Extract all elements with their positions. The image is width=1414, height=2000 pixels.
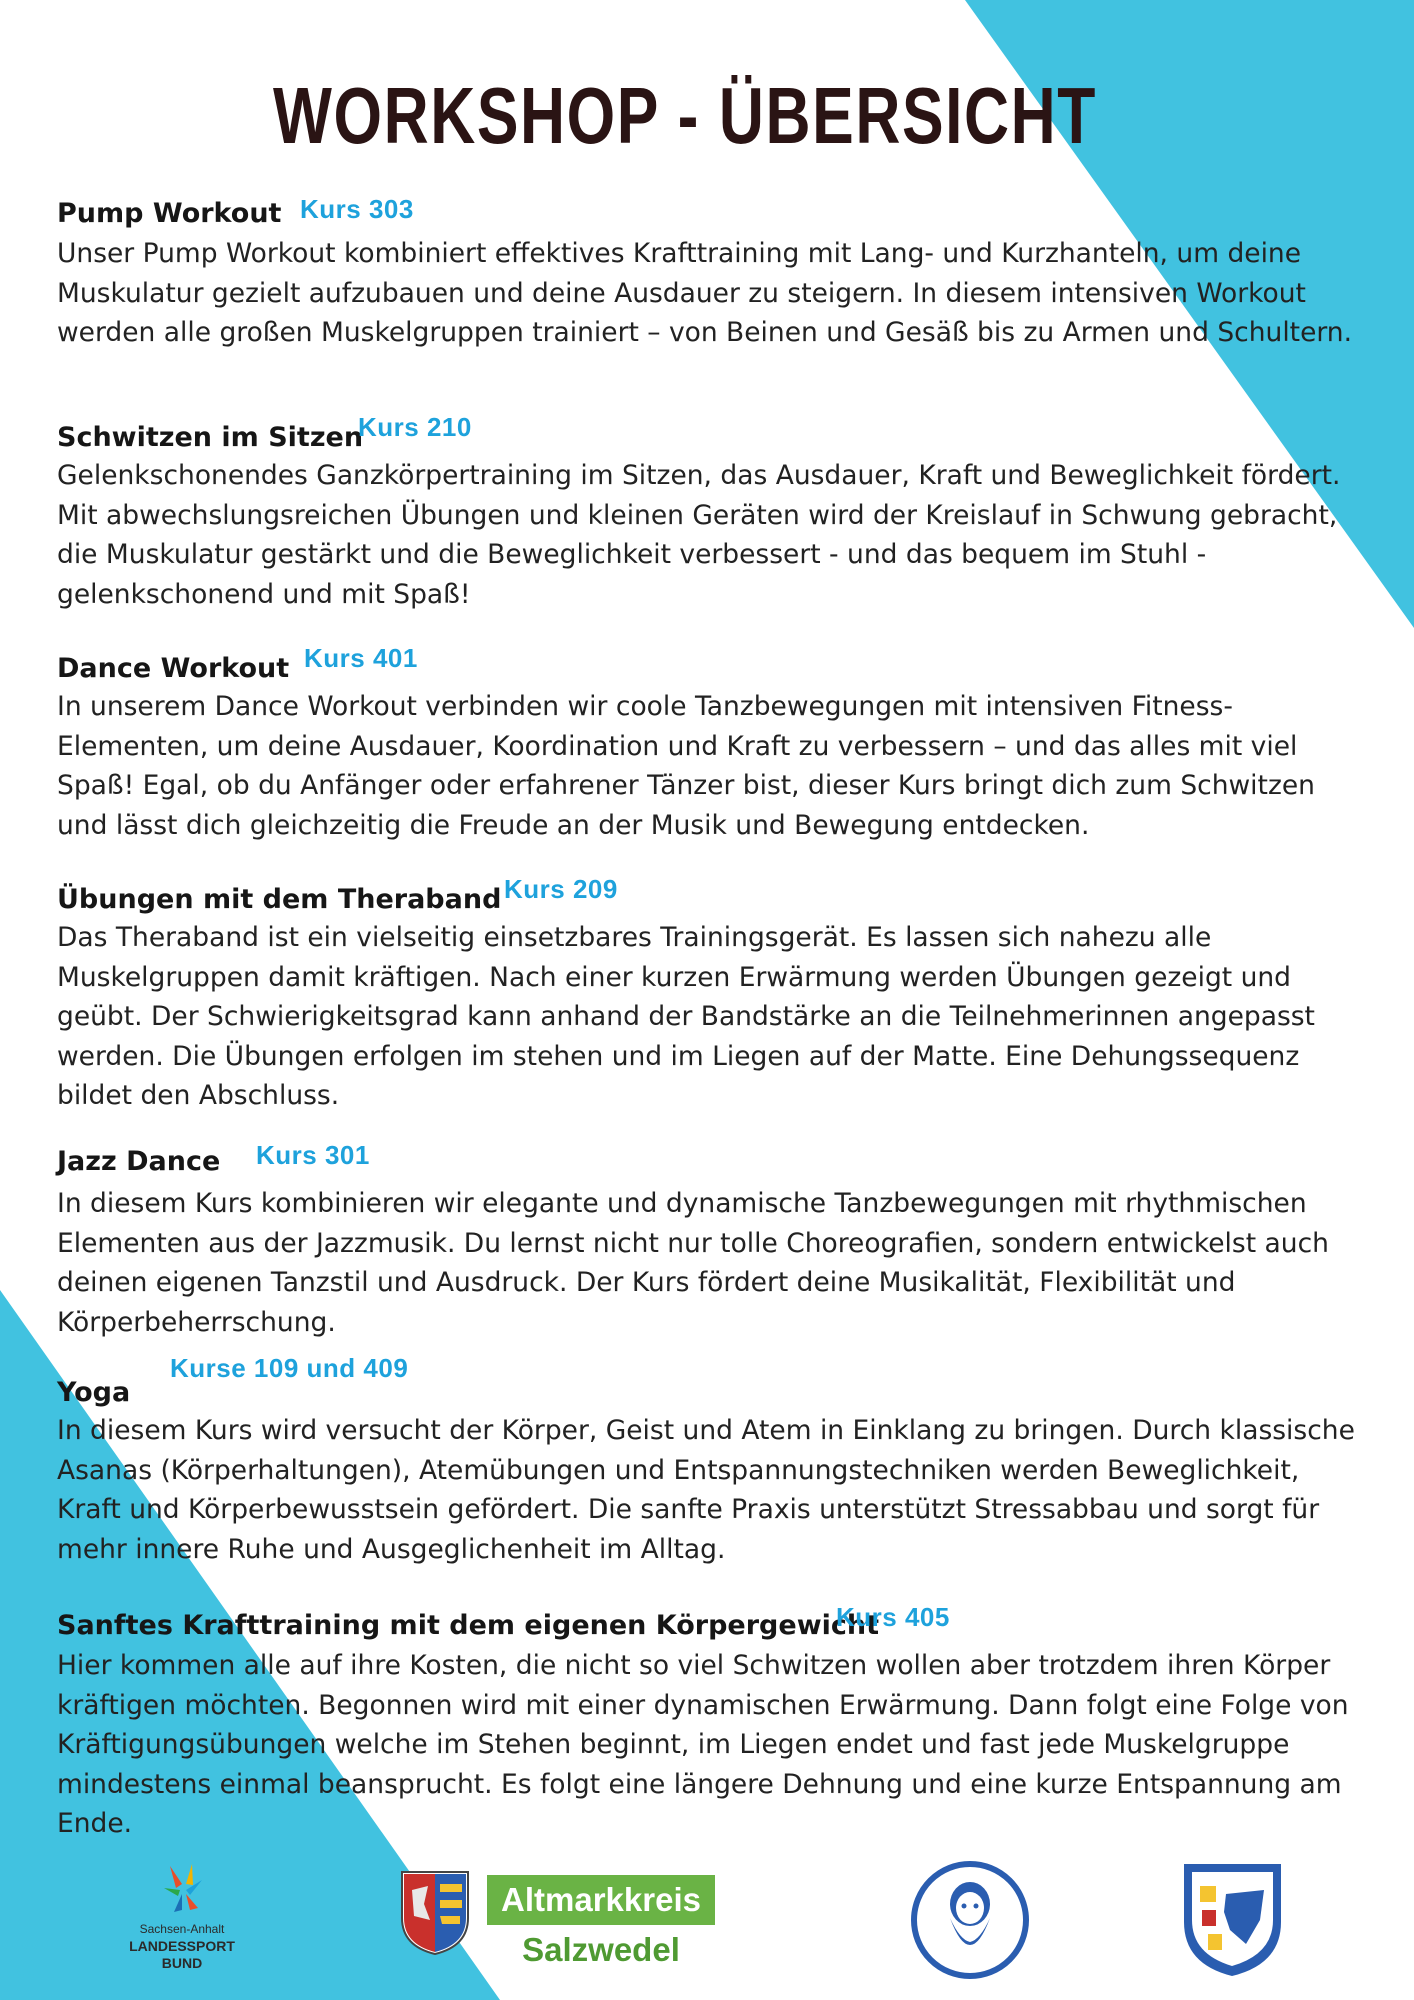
course-number: Kurs 405 (836, 1602, 950, 1632)
section-text: In diesem Kurs wird versucht der Körper, Geist und Atem in Einklang zu bringen. Durch klassische Asanas (Körperhaltungen), Atemübungen und Entspannungstechniken werden Beweglichkeit, Kraft und Körperbewusstsein gefördert. Die sanfte Praxis unterstützt Stressabbau und sorgt für mehr innere Ruhe und Ausgeglichenheit im Alltag. (57, 1415, 1355, 1565)
section-text: Hier kommen alle auf ihre Kosten, die nicht so viel Schwitzen wollen aber trotzdem ihren Körper kräftigen möchten. Begonnen wird mit einer dynamischen Erwärmung. Dann folgt eine Folge von Kräftigungsübungen welche im Stehen beginnt, im Liegen endet und fast jede Muskelgruppe mindestens einmal beansprucht. Es folgt eine längere Dehnung und eine kurze Entspannung am Ende. (57, 1650, 1349, 1839)
jahn-portrait-logo-icon (910, 1860, 1030, 1980)
section-title: Sanftes Krafttraining mit dem eigenen Körpergewicht (57, 1610, 880, 1641)
landessportbund-logo (102, 1858, 262, 1978)
landessportbund-icon (102, 1858, 262, 1918)
page-title: WORKSHOP - ÜBERSICHT (273, 71, 1097, 160)
section-text: In unserem Dance Workout verbinden wir coole Tanzbewegungen mit intensiven Fitness-Elementen, um deine Ausdauer, Koordination und Kraft zu verbessern – und das alles mit viel Spaß! Egal, ob du Anfänger oder erfahrener Tänzer bist, dieser Kurs bringt dich zum Schwitzen und lässt dich gleichzeitig die Freude an der Musik und Bewegung entdecken. (57, 691, 1315, 841)
course-number: Kurs 303 (300, 194, 414, 224)
section-text: Unser Pump Workout kombiniert effektives Krafttraining mit Lang- und Kurzhanteln, um deine Muskulatur gezielt aufzubauen und deine Ausdauer zu steigern. In diesem intensiven Workout werden alle großen Muskelgruppen trainiert – von Beinen und Gesäß bis zu Armen und Schultern. (57, 238, 1353, 348)
section-text: Gelenkschonendes Ganzkörpertraining im Sitzen, das Ausdauer, Kraft und Beweglichkeit fördert. Mit abwechslungsreichen Übungen und kleinen Geräten wird der Kreislauf in Schwung gebracht, die Muskulatur gestärkt und die Beweglichkeit verbessert - und das bequem im Stuhl - gelenkschonend und mit Spaß! (57, 460, 1341, 610)
landessportbund-line1: Sachsen-Anhalt (139, 1922, 225, 1936)
course-number: Kurse 109 und 409 (170, 1353, 409, 1383)
course-number: Kurs 401 (304, 643, 418, 673)
altmarkkreis-logo-top: Altmarkkreis (487, 1875, 715, 1925)
section-title: Pump Workout (57, 198, 282, 229)
sponsor-logos (0, 1840, 1414, 1990)
altmarkkreis-logo-bottom: Salzwedel (522, 1931, 680, 1968)
coat-of-arms-icon (400, 1870, 470, 1956)
section-title: Dance Workout (57, 653, 290, 684)
section-text: In diesem Kurs kombinieren wir elegante und dynamische Tanzbewegungen mit rhythmischen Elementen aus der Jazzmusik. Du lernst nicht nur tolle Choreografien, sondern entwickelst auch deinen eigenen Tanzstil und Ausdruck. Der Kurs fördert deine Musikalität, Flexibilität und Körperbeherrschung. (57, 1188, 1329, 1338)
course-number: Kurs 210 (358, 412, 472, 442)
course-number: Kurs 209 (504, 874, 618, 904)
ksb-altmark-west-icon (1180, 1860, 1285, 1980)
section-title: Yoga (57, 1377, 131, 1408)
section-title: Übungen mit dem Theraband (57, 884, 502, 915)
landessportbund-line2: LANDESSPORT (129, 1938, 235, 1954)
section-text: Das Theraband ist ein vielseitig einsetzbares Trainingsgerät. Es lassen sich nahezu alle Muskelgruppen damit kräftigen. Nach einer kurzen Erwärmung werden Übungen gezeigt und geübt. Der Schwierigkeitsgrad kann anhand der Bandstärke an die Teilnehmerinnen angepasst werden. Die Übungen erfolgen im stehen und im Liegen auf der Matte. Eine Dehungssequenz bildet den Abschluss. (57, 922, 1315, 1111)
course-number: Kurs 301 (256, 1140, 370, 1170)
section-title: Schwitzen im Sitzen (57, 422, 364, 453)
section-title: Jazz Dance (57, 1146, 221, 1177)
landessportbund-line3: BUND (161, 1955, 203, 1971)
